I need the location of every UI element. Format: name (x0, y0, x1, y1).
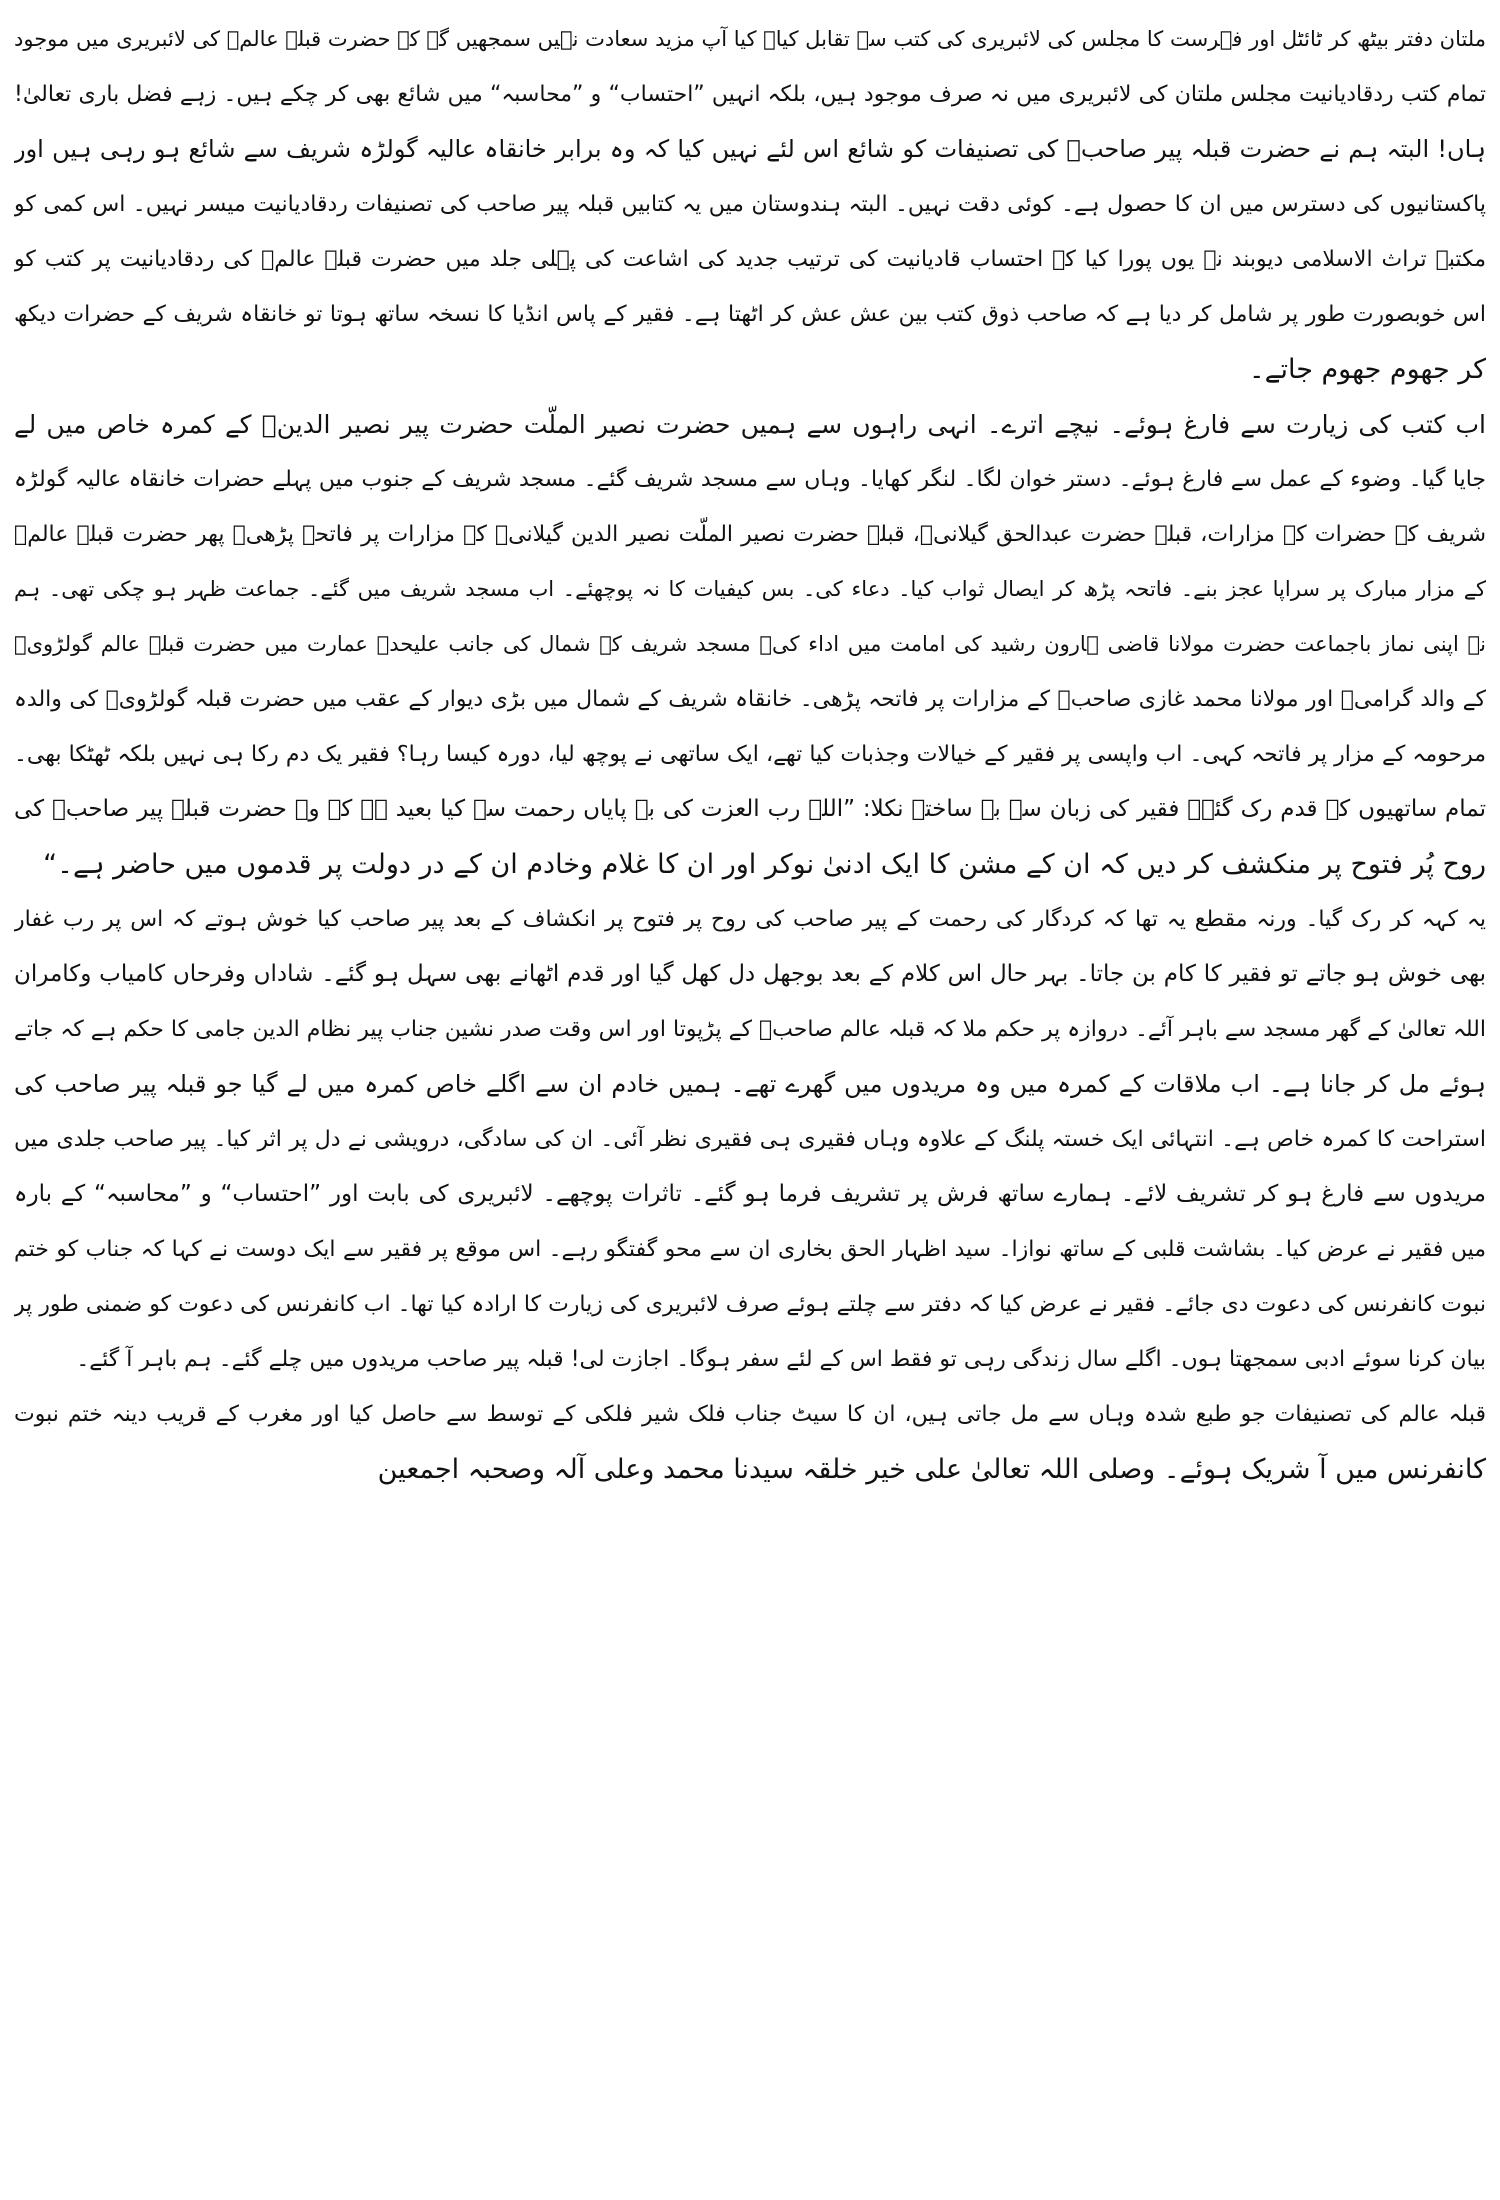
paragraph (14, 12, 1486, 122)
text-line: اب کتب کی زیارت سے فارغ ہوئے۔ نیچے اترے۔ انہی راہوں سے ہمیں حضرت نصیر الملّت حضرت پیر نصیر الدینؒ کے کمرہ خاص میں لے (14, 410, 1486, 439)
text-line: کے مزار مبارک پر سراپا عجز بنے۔ فاتحہ پڑھ کر ایصال ثواب کیا۔ دعاء کی۔ بس کیفیات کا نہ پوچھئے۔ اب مسجد شریف میں گئے۔ جماعت ظہر ہو چکی تھی۔ ہم (14, 577, 1486, 601)
text-line: نے اپنی نماز باجماعت حضرت مولانا قاضی ہارون رشید کی امامت میں اداء کی۔ مسجد شریف کے شمال کی جانب علیحدہ عمارت میں حضرت قبلہ عالم گولڑویؒ (14, 632, 1486, 656)
text-line: ہاں! البتہ ہم نے حضرت قبلہ پیر صاحبؒ کی تصنیفات کو شائع اس لئے نہیں کیا کہ وہ برابر خانقاہ عالیہ گولڑہ شریف سے شائع ہو رہی ہیں اور (14, 135, 1486, 163)
paragraph (14, 892, 1486, 1387)
text-line: قبلہ عالم کی تصنیفات جو طبع شدہ وہاں سے مل جاتی ہیں، ان کا سیٹ جناب فلک شیر فلکی کے توسط سے حاصل کیا اور مغرب کے قریب دینہ ختم نبوت (14, 1402, 1486, 1427)
text-line: کے والد گرامیؒ اور مولانا محمد غازی صاحبؒ کے مزارات پر فاتحہ پڑھی۔ خانقاہ شریف کے شمال میں بڑی دیوار کے عقب میں حضرت قبلہ گولڑویؒ کی والدہ (14, 687, 1486, 712)
text-line: یہ کہہ کر رک گیا۔ ورنہ مقطع یہ تھا کہ کردگار کی رحمت کے پیر صاحب کی روح پر فتوح پر انکشاف کے بعد پیر صاحب کیا خوش ہوتے کہ اس پر رب غفار (14, 907, 1486, 932)
text-line: ہوئے مل کر جانا ہے۔ اب ملاقات کے کمرہ میں وہ مریدوں میں گھرے تھے۔ ہمیں خادم ان سے اگلے خاص کمرہ میں لے گیا جو قبلہ پیر صاحب کی (14, 1070, 1486, 1098)
paragraph (14, 397, 1486, 892)
text-line: اللہ تعالیٰ کے گھر مسجد سے باہر آئے۔ دروازہ پر حکم ملا کہ قبلہ عالم صاحبؒ کے پڑپوتا اور اس وقت صدر نشین جناب پیر نظام الدین جامی کا حکم ہے کہ جاتے (14, 1017, 1486, 1042)
text-line: تمام ساتھیوں کے قدم رک گئے۔ فقیر کی زبان سے بے ساختہ نکلا: ”اللہ رب العزت کی بے پایاں رحمت سے کیا بعید ہے کہ وہ حضرت قبلہ پیر صاحبؒ کی (14, 796, 1486, 822)
text-line: مریدوں سے فارغ ہو کر تشریف لائے۔ ہمارے ساتھ فرش پر تشریف فرما ہو گئے۔ تاثرات پوچھے۔ لائبریری کی بابت اور ”احتساب“ و ”محاسبہ“ کے بارہ (14, 1181, 1486, 1207)
text-line: روح پُر فتوح پر منکشف کر دیں کہ ان کے مشن کا ایک ادنیٰ نوکر اور ان کا غلام وخادم ان کے در دولت پر قدموں میں حاضر ہے۔“ (43, 849, 1486, 880)
paragraph (14, 1387, 1486, 1497)
text-line: پاکستانیوں کی دسترس میں ان کا حصول ہے۔ کوئی دقت نہیں۔ البتہ ہندوستان میں یہ کتابیں قبلہ پیر صاحب کی تصنیفات ردقادیانیت میسر نہیں۔ اس کمی کو (14, 192, 1486, 217)
text-line: اس خوبصورت طور پر شامل کر دیا ہے کہ صاحب ذوق کتب بین عش عش کر اٹھتا ہے۔ فقیر کے پاس انڈیا کا نسخہ ساتھ ہوتا تو خانقاہ شریف کے حضرات دیکھ (14, 302, 1486, 327)
text-line: شریف کے حضرات کے مزارات، قبلہ حضرت عبدالحق گیلانیؒ، قبلہ حضرت نصیر الملّت نصیر الدین گیلانیؒ کے مزارات پر فاتحہ پڑھی۔ پھر حضرت قبلہ عالمؒ (14, 522, 1486, 547)
text-line: ملتان دفتر بیٹھ کر ٹائٹل اور فہرست کا مجلس کی لائبریری کی کتب سے تقابل کیا۔ کیا آپ مزید سعادت نہیں سمجھیں گے کہ حضرت قبلہ عالمؒ کی لائبریری میں موجود (14, 27, 1486, 51)
text-line: بھی خوش ہو جاتے تو فقیر کا کام بن جاتا۔ بہر حال اس کلام کے بعد بوجھل دل کھل گیا اور قدم اٹھانے بھی سہل ہو گئے۔ شاداں وفرحاں کامیاب وکامران (14, 961, 1486, 987)
text-line: مرحومہ کے مزار پر فاتحہ کہی۔ اب واپسی پر فقیر کے خیالات وجذبات کیا تھے، ایک ساتھی نے پوچھ لیا، دورہ کیسا رہا؟ فقیر یک دم رکا ہی نہیں بلکہ ٹھٹکا بھی۔ (14, 742, 1486, 767)
text-line: جایا گیا۔ وضوء کے عمل سے فارغ ہوئے۔ دستر خوان لگا۔ لنگر کھایا۔ وہاں سے مسجد شریف گئے۔ مسجد شریف کے جنوب میں پہلے حضرات خانقاہ عالیہ گولڑہ (14, 467, 1486, 492)
paragraph (14, 122, 1486, 397)
text-line: کانفرنس میں آ شریک ہوئے۔ وصلی اللہ تعالیٰ علی خیر خلقہ سیدنا محمد وعلی آلہ وصحبہ اجمعین (377, 1454, 1486, 1485)
text-line: نبوت کانفرنس کی دعوت دی جائے۔ فقیر نے عرض کیا کہ دفتر سے چلتے ہوئے صرف لائبریری کی زیارت کا ارادہ کیا تھا۔ اب کانفرنس کی دعوت کو ضمنی طور پر (14, 1292, 1486, 1317)
text-line: تمام کتب ردقادیانیت مجلس ملتان کی لائبریری میں نہ صرف موجود ہیں، بلکہ انہیں ”احتساب“ و ”محاسبہ“ میں شائع بھی کر چکے ہیں۔ زہے فضل باری تعالیٰ! (14, 82, 1486, 107)
text-line: میں فقیر نے عرض کیا۔ بشاشت قلبی کے ساتھ نوازا۔ سید اظہار الحق بخاری ان سے محو گفتگو رہے۔ اس موقع پر فقیر سے ایک دوست نے کہا کہ جناب کو ختم (14, 1237, 1486, 1262)
text-line: استراحت کا کمرہ خاص ہے۔ انتہائی ایک خستہ پلنگ کے علاوہ وہاں فقیری ہی فقیری نظر آئی۔ ان کی سادگی، درویشی نے دل پر اثر کیا۔ پیر صاحب جلدی میں (14, 1127, 1486, 1152)
text-line: کر جھوم جھوم جاتے۔ (1248, 354, 1486, 385)
text-line: مکتبہ تراث الاسلامی دیوبند نے یوں پورا کیا کہ احتساب قادیانیت کی ترتیب جدید کی اشاعت کی پہلی جلد میں حضرت قبلہ عالمؒ کی ردقادیانیت پر کتب کو (14, 247, 1486, 272)
text-line: بیان کرنا سوئے ادبی سمجھتا ہوں۔ اگلے سال زندگی رہی تو فقط اس کے لئے سفر ہوگا۔ اجازت لی! قبلہ پیر صاحب مریدوں میں چلے گئے۔ ہم باہر آ گئے۔ (76, 1347, 1486, 1372)
